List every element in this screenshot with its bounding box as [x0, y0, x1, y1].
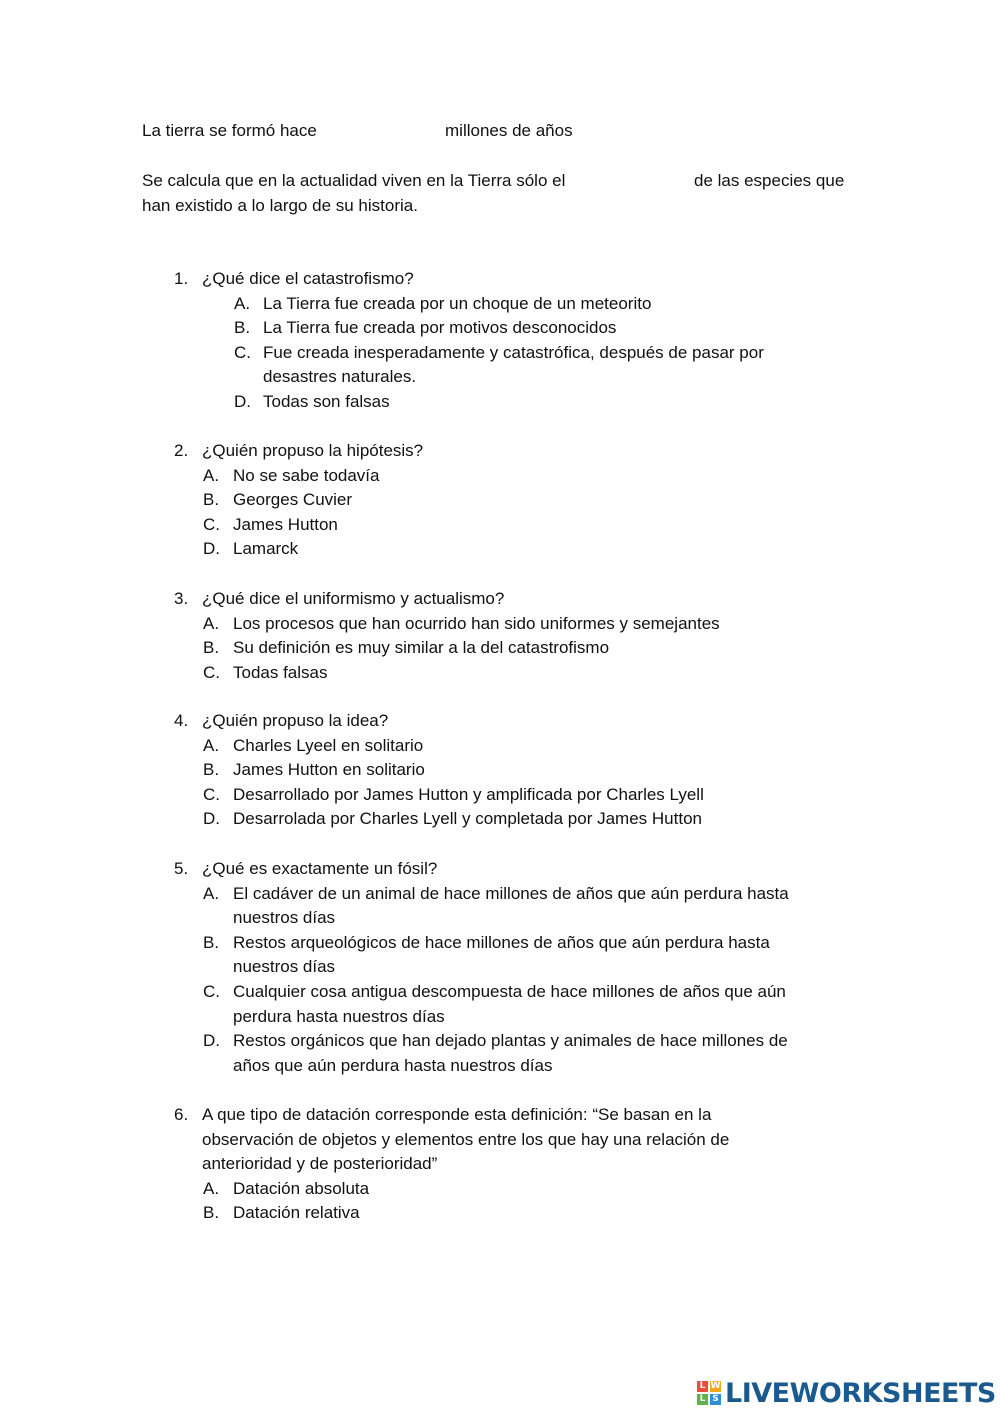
- question-text: anterioridad y de posterioridad”: [202, 1154, 438, 1174]
- answer-option-letter[interactable]: C.: [203, 662, 220, 682]
- logo-cube: S: [710, 1394, 721, 1405]
- logo-cubes-icon: [697, 1381, 721, 1405]
- logo-cube: W: [710, 1381, 721, 1391]
- answer-option-text[interactable]: Datación relativa: [233, 1203, 360, 1223]
- answer-option-letter[interactable]: C.: [203, 514, 220, 534]
- question-text: ¿Quién propuso la idea?: [202, 711, 389, 730]
- answer-option-text[interactable]: Charles Lyeel en solitario: [233, 735, 424, 755]
- question-number: 3.: [174, 589, 189, 608]
- question-number: 5.: [174, 859, 189, 878]
- intro-line-2-end: de las especies que: [694, 171, 845, 190]
- answer-option-text[interactable]: Georges Cuvier: [233, 490, 353, 510]
- answer-option-letter[interactable]: B.: [203, 638, 220, 658]
- species-percent-blank-input[interactable]: [602, 170, 688, 192]
- answer-option-text[interactable]: Todas son falsas: [263, 392, 390, 411]
- answer-option-letter[interactable]: A.: [234, 293, 251, 313]
- answer-option-text[interactable]: Restos orgánicos que han dejado plantas y animales de hace millones de: [233, 1031, 788, 1051]
- answer-option-text[interactable]: Desarrolada por Charles Lyell y completada por James Hutton: [233, 809, 702, 829]
- answer-option-text[interactable]: James Hutton: [233, 514, 338, 534]
- intro-line-2-start: Se calcula que en la actualidad viven en la Tierra sólo el: [142, 171, 566, 190]
- intro-line-1-end: millones de años: [445, 121, 573, 140]
- answer-option-text[interactable]: Cualquier cosa antigua descompuesta de hace millones de años que aún: [233, 982, 786, 1001]
- question-text: ¿Qué dice el uniformismo y actualismo?: [202, 589, 505, 608]
- answer-option-letter[interactable]: C.: [234, 342, 251, 362]
- logo-text: LIVEWORKSHEETS: [725, 1377, 996, 1409]
- answer-option-text[interactable]: años que aún perdura hasta nuestros días: [233, 1055, 553, 1075]
- answer-option-text[interactable]: No se sabe todavía: [233, 465, 380, 485]
- logo-cube: L: [697, 1381, 708, 1392]
- answer-option-letter[interactable]: B.: [203, 932, 220, 952]
- answer-option-letter[interactable]: C.: [203, 982, 220, 1001]
- answer-option-text[interactable]: perdura hasta nuestros días: [233, 1006, 445, 1026]
- answer-option-text[interactable]: Datación absoluta: [233, 1178, 370, 1198]
- answer-option-letter[interactable]: D.: [203, 809, 220, 829]
- answer-option-text[interactable]: Lamarck: [233, 539, 299, 559]
- answer-option-text[interactable]: Fue creada inesperadamente y catastrófica, después de pasar por: [263, 342, 764, 362]
- question-text: observación de objetos y elementos entre los que hay una relación de: [202, 1129, 730, 1149]
- question-number: 4.: [174, 711, 189, 730]
- answer-option-text[interactable]: James Hutton en solitario: [233, 760, 425, 780]
- answer-option-text[interactable]: Restos arqueológicos de hace millones de años que aún perdura hasta: [233, 932, 770, 952]
- answer-option-letter[interactable]: D.: [203, 539, 220, 559]
- answer-option-letter[interactable]: B.: [203, 490, 220, 510]
- answer-option-letter[interactable]: A.: [203, 465, 220, 485]
- answer-option-letter[interactable]: A.: [203, 735, 220, 755]
- answer-option-text[interactable]: La Tierra fue creada por un choque de un meteorito: [263, 293, 652, 313]
- question-number: 1.: [174, 269, 189, 288]
- intro-line-1: [142, 119, 317, 144]
- answer-option-text[interactable]: El cadáver de un animal de hace millones de años que aún perdura hasta: [233, 883, 789, 903]
- answer-option-text[interactable]: Su definición es muy similar a la del catastrofismo: [233, 638, 610, 658]
- answer-option-letter[interactable]: D.: [203, 1031, 220, 1051]
- answer-option-letter[interactable]: A.: [203, 883, 220, 903]
- answer-option-text[interactable]: La Tierra fue creada por motivos desconocidos: [263, 318, 617, 338]
- answer-option-letter[interactable]: B.: [234, 318, 251, 338]
- question-number: 6.: [174, 1105, 189, 1124]
- answer-option-letter[interactable]: C.: [203, 784, 220, 804]
- earth-age-blank-input[interactable]: [335, 120, 439, 142]
- answer-option-text[interactable]: Todas falsas: [233, 662, 328, 682]
- question-text: ¿Qué es exactamente un fósil?: [202, 859, 438, 878]
- answer-option-text[interactable]: Los procesos que han ocurrido han sido uniformes y semejantes: [233, 613, 720, 633]
- logo-cube: L: [697, 1394, 708, 1405]
- answer-option-text[interactable]: nuestros días: [233, 908, 336, 928]
- intro-line-3: han existido a lo largo de su historia.: [142, 196, 418, 215]
- answer-option-letter[interactable]: D.: [234, 392, 251, 411]
- answer-option-text[interactable]: Desarrollado por James Hutton y amplificada por Charles Lyell: [233, 784, 704, 804]
- answer-option-letter[interactable]: A.: [203, 1178, 220, 1198]
- answer-option-text[interactable]: nuestros días: [233, 957, 336, 977]
- question-text: ¿Quién propuso la hipótesis?: [202, 441, 424, 460]
- question-text: A que tipo de datación corresponde esta definición: “Se basan en la: [202, 1105, 712, 1124]
- question-number: 2.: [174, 441, 189, 460]
- answer-option-text[interactable]: desastres naturales.: [263, 367, 417, 387]
- liveworksheets-logo: [697, 1378, 996, 1408]
- answer-option-letter[interactable]: B.: [203, 760, 220, 780]
- answer-option-letter[interactable]: B.: [203, 1203, 220, 1223]
- intro-line-1-start: La tierra se formó hace: [142, 121, 317, 140]
- question-text: ¿Qué dice el catastrofismo?: [202, 269, 414, 288]
- answer-option-letter[interactable]: A.: [203, 613, 220, 633]
